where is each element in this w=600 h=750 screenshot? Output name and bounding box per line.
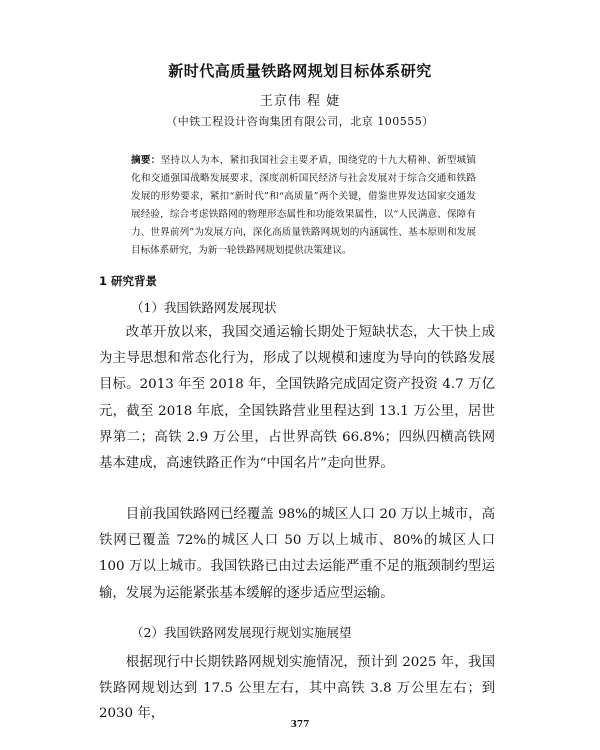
paragraph-2: 目前我国铁路网已经覆盖 98%的城区人口 20 万以上城市，高铁网已覆盖 72%的城区人口 50 万以上城市、80%的城区人口 100 万以上城市。我国铁路已由过去运能严重不足的瓶颈制约型运输，发展为运能紧张基本缓解的逐步适应型运输。 — [99, 507, 495, 601]
abstract — [131, 152, 476, 260]
paragraph-1: 改革开放以来，我国交通运输长期处于短缺状态，大干快上成为主导思想和常态化行为，形成了以规模和速度为导向的铁路发展目标。2013 年至 2018 年，全国铁路完成固定资产投资 4.7 万亿元，截至 2018 年底，全国铁路营业里程达到 13.1 万公里，居世界第二；高铁 2.9 万公里，占世界高铁 66.8%；四纵四横高铁网基本建成，高速铁路正作为“中国名片”走向世界。 — [99, 325, 495, 472]
abstract-text: 坚持以人为本，紧扣我国社会主要矛盾，围绕党的十九大精神、新型城镇化和交通强国战略发展要求，深度剖析国民经济与社会发展对于综合交通和铁路发展的形势要求，紧扣“新时代”和“高质量”两个关键，借鉴世界发达国家交通发展经验，综合考虑铁路网的物理形态属性和功能效果属性，以“人民满意、保障有力、世界前列”为发展方向，深化高质量铁路网规划的内涵属性、基本原则和发展目标体系研究，为新一轮铁路网规划提供决策建议。 — [131, 155, 477, 256]
paragraph-3: 根据现行中长期铁路网规划实施情况，预计到 2025 年，我国铁路网规划达到 17.5 公里左右，其中高铁 3.8 万公里左右；到 2030 年， — [99, 655, 495, 721]
abstract-label: 摘要： — [131, 155, 161, 166]
paper-title: 新时代高质量铁路网规划目标体系研究 — [168, 62, 432, 80]
subsection-heading-1: （1）我国铁路网发展现状 — [131, 300, 277, 315]
paper-authors: 王京伟 程 婕 — [259, 94, 341, 109]
page-number: 377 — [290, 720, 310, 730]
paper-affiliation: （中铁工程设计咨询集团有限公司，北京 100555） — [166, 115, 434, 128]
subsection-heading-2: （2）我国铁路网发展现行规划实施展望 — [131, 625, 352, 640]
section-heading: 1 研究背景 — [99, 274, 158, 288]
